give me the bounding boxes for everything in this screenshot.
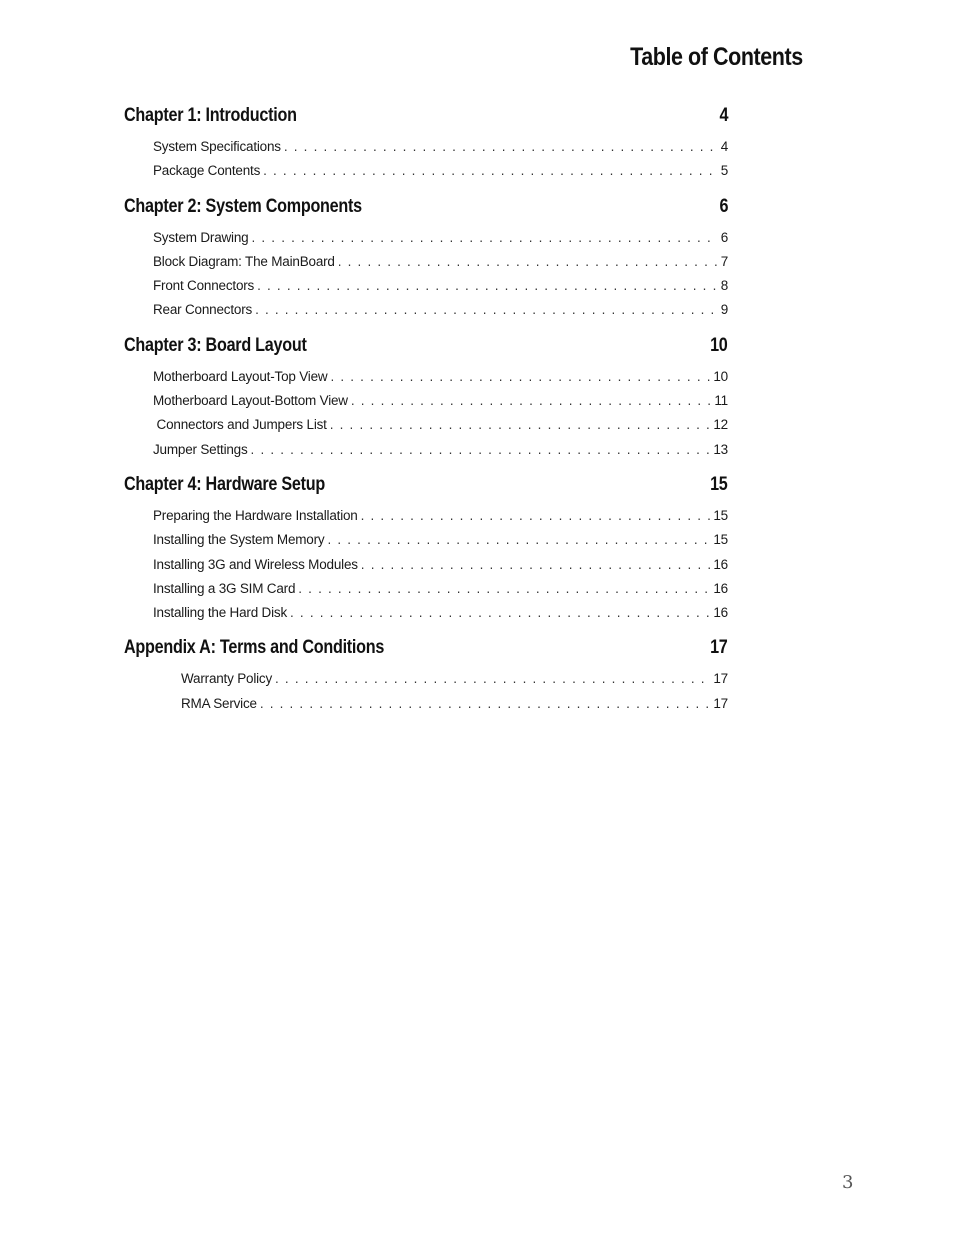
toc-entry[interactable]	[124, 226, 728, 250]
toc-entry-page: 6	[720, 229, 728, 245]
toc-entry[interactable]	[124, 389, 728, 413]
toc-entry[interactable]	[124, 298, 728, 322]
toc-section-chapter-4	[124, 469, 728, 630]
chapter-title: Chapter 2: System Components	[124, 195, 362, 217]
toc-entry-page: 12	[713, 417, 728, 433]
toc-entry-label: Connectors and Jumpers List	[153, 417, 327, 433]
toc-entry[interactable]	[124, 135, 728, 159]
toc-entry[interactable]	[124, 553, 728, 577]
chapter-heading[interactable]	[124, 100, 728, 132]
toc-section-chapter-3	[124, 330, 728, 467]
toc-entry-label: Rear Connectors	[153, 302, 253, 318]
toc-entry-label: Jumper Settings	[153, 441, 248, 457]
toc-entry-page: 16	[713, 580, 728, 596]
chapter-heading[interactable]	[124, 191, 728, 223]
chapter-title: Chapter 3: Board Layout	[124, 334, 307, 356]
chapter-heading[interactable]	[124, 469, 728, 501]
dot-leader	[284, 135, 718, 159]
chapter-page-number: 6	[719, 195, 728, 217]
toc-entry-label: RMA Service	[181, 695, 257, 711]
dot-leader	[263, 159, 718, 183]
toc-entry[interactable]	[124, 528, 728, 552]
toc-entry-label: Preparing the Hardware Installation	[153, 507, 358, 523]
page-number: 3	[842, 1172, 854, 1193]
toc-section-chapter-2	[124, 191, 728, 328]
dot-leader	[327, 528, 710, 552]
dot-leader	[275, 667, 710, 691]
toc-entry[interactable]	[124, 692, 728, 716]
chapter-title: Appendix A: Terms and Conditions	[124, 637, 385, 659]
toc-entry[interactable]	[124, 438, 728, 462]
toc-entry-page: 15	[713, 532, 728, 548]
dot-leader	[260, 692, 711, 716]
dot-leader	[330, 413, 711, 437]
dot-leader	[351, 389, 712, 413]
toc-entry-label: Block Diagram: The MainBoard	[153, 253, 335, 269]
toc-entry[interactable]	[124, 274, 728, 298]
dot-leader	[361, 504, 711, 528]
toc-entry-label: System Drawing	[153, 229, 249, 245]
toc-entry[interactable]	[124, 413, 728, 437]
dot-leader	[338, 250, 718, 274]
toc-entry-label: Front Connectors	[153, 278, 255, 294]
toc-entry-page: 16	[713, 605, 728, 621]
toc-entry-label: Motherboard Layout-Bottom View	[153, 393, 348, 409]
table-of-contents	[124, 100, 728, 721]
toc-entry[interactable]	[124, 365, 728, 389]
dot-leader	[257, 274, 718, 298]
toc-entry-label: Package Contents	[153, 163, 261, 179]
toc-section-appendix-a	[124, 632, 728, 721]
page-title: Table of Contents	[630, 43, 803, 71]
toc-entry-page: 17	[713, 671, 728, 687]
dot-leader	[361, 553, 711, 577]
toc-entry-label: Installing the System Memory	[153, 532, 325, 548]
toc-entry[interactable]	[124, 250, 728, 274]
toc-entry-page: 17	[713, 695, 728, 711]
toc-entry-label: System Specifications	[153, 139, 281, 154]
dot-leader	[298, 577, 710, 601]
toc-entry[interactable]	[124, 601, 728, 625]
chapter-title: Chapter 1: Introduction	[124, 105, 297, 126]
chapter-page-number: 15	[710, 473, 728, 495]
toc-entry[interactable]	[124, 159, 728, 183]
toc-entry-page: 4	[720, 139, 728, 154]
toc-entry-page: 7	[720, 253, 728, 269]
toc-entry[interactable]	[124, 667, 728, 691]
toc-entry-page: 16	[713, 556, 728, 572]
dot-leader	[290, 601, 710, 625]
toc-entry-page: 11	[714, 393, 728, 409]
dot-leader	[251, 226, 717, 250]
chapter-heading[interactable]	[124, 632, 728, 664]
toc-entry-page: 9	[720, 302, 728, 318]
toc-entry-label: Installing 3G and Wireless Modules	[153, 556, 358, 572]
chapter-heading[interactable]	[124, 330, 728, 362]
toc-entry-label: Installing the Hard Disk	[153, 605, 288, 621]
chapter-page-number: 10	[710, 334, 728, 356]
chapter-page-number: 4	[719, 105, 728, 126]
chapter-title: Chapter 4: Hardware Setup	[124, 473, 325, 495]
toc-entry-label: Warranty Policy	[181, 671, 273, 687]
toc-entry-page: 5	[720, 163, 728, 179]
toc-entry-page: 8	[720, 278, 728, 294]
dot-leader	[255, 298, 718, 322]
toc-entry[interactable]	[124, 504, 728, 528]
dot-leader	[251, 438, 711, 462]
toc-entry-label: Motherboard Layout-Top View	[153, 368, 328, 384]
toc-entry[interactable]	[124, 577, 728, 601]
dot-leader	[330, 365, 710, 389]
toc-entry-page: 15	[713, 507, 728, 523]
toc-section-chapter-1	[124, 100, 728, 189]
chapter-page-number: 17	[710, 637, 728, 659]
toc-entry-page: 10	[713, 368, 728, 384]
toc-entry-page: 13	[713, 441, 728, 457]
toc-entry-label: Installing a 3G SIM Card	[153, 580, 296, 596]
